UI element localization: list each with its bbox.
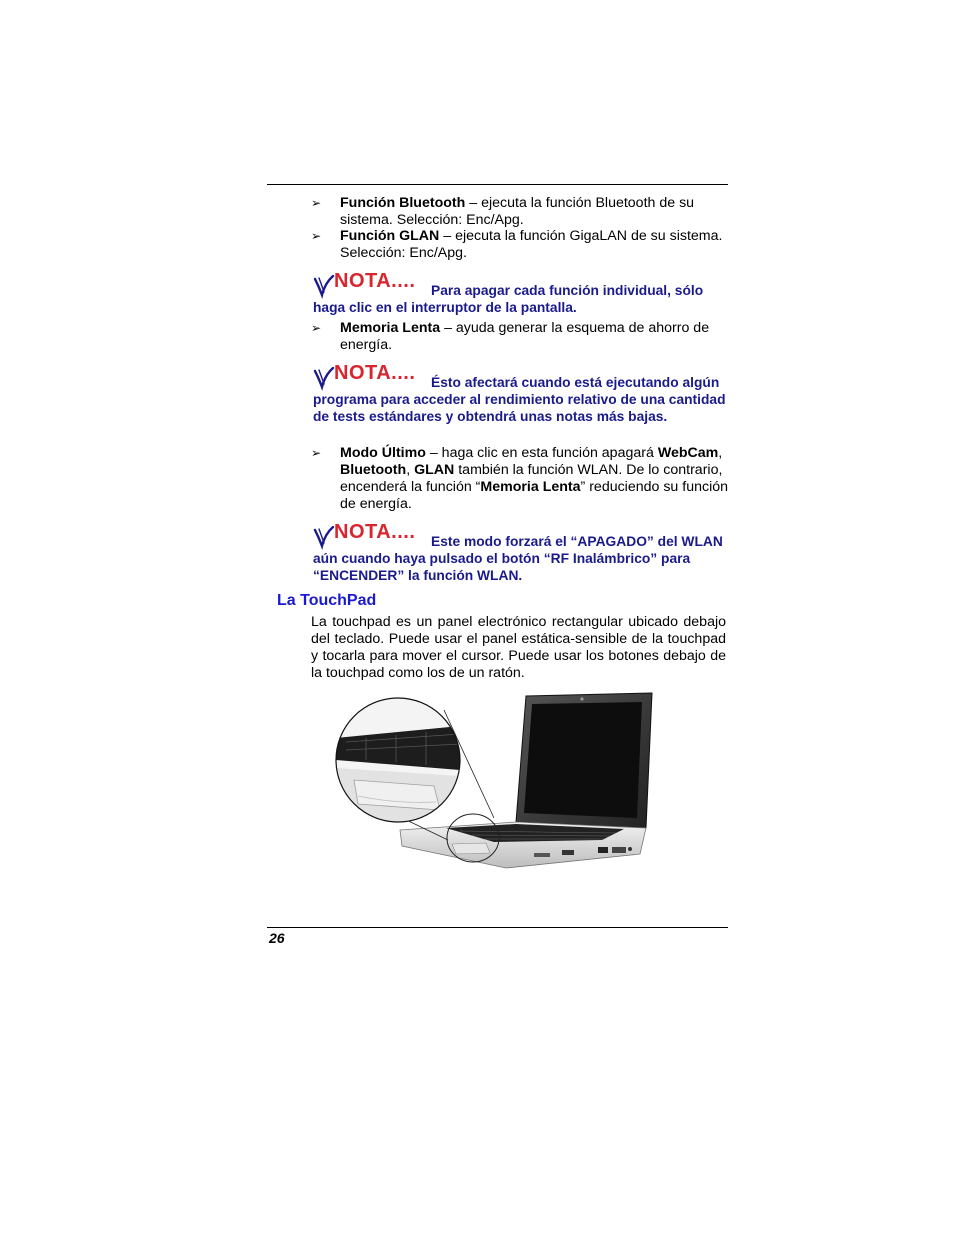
footer-rule xyxy=(267,927,728,928)
arrowhead-bullet-icon: ➢ xyxy=(311,446,322,460)
nota-badge xyxy=(313,270,425,299)
note-box xyxy=(313,521,728,584)
nota-label: NOTA.... xyxy=(334,362,416,384)
nota-badge xyxy=(313,521,425,550)
item-text: – ejecuta la función Bluetooth de su sistema. Selección: Enc/Apg. xyxy=(340,195,695,228)
arrowhead-bullet-icon: ➢ xyxy=(311,321,322,335)
list-item xyxy=(311,228,731,262)
item-text: , xyxy=(718,445,723,461)
header-rule xyxy=(267,184,728,185)
item-text: también la función WLAN. De lo contrario, encenderá la función “ xyxy=(340,462,723,495)
item-term-glan: GLAN xyxy=(414,462,455,478)
item-term: Memoria Lenta xyxy=(340,320,441,336)
list-item xyxy=(311,320,731,354)
item-term: Función GLAN xyxy=(340,228,440,244)
item-text: – ayuda generar la esquema de ahorro de energía. xyxy=(340,320,710,353)
item-term-webcam: WebCam xyxy=(657,445,719,461)
arrowhead-bullet-icon: ➢ xyxy=(311,229,322,243)
section-paragraph: La touchpad es un panel electrónico rectangular ubicado debajo del teclado. Puede usar el panel estática-sensible de la touchpad y tocarla para mover el cursor. Puede usar los botones debajo de la touchpad como los de un ratón. xyxy=(311,614,726,681)
note-text: Ésto afectará cuando está ejecutando algún programa para acceder al rendimiento relativo de una cantidad de tests estándares y obtendrá unas notas más bajas. xyxy=(313,375,726,424)
note-text: Para apagar cada función individual, sólo haga clic en el interruptor de la pantalla. xyxy=(313,283,704,315)
nota-badge xyxy=(313,362,425,391)
item-text: ” reduciendo su función de energía. xyxy=(340,479,729,512)
laptop-touchpad-illustration xyxy=(334,690,654,880)
item-term-memoria: Memoria Lenta xyxy=(480,479,581,495)
note-text: Este modo forzará el “APAGADO” del WLAN aún cuando haya pulsado el botón “RF Inalámbrico” para “ENCENDER” la función WLAN. xyxy=(313,534,723,583)
item-term: Modo Último xyxy=(340,445,426,461)
item-term: Función Bluetooth xyxy=(340,195,466,211)
item-text: – haga clic en esta función apagará xyxy=(425,445,658,461)
list-item xyxy=(311,445,731,513)
note-box xyxy=(313,270,728,316)
nota-label: NOTA.... xyxy=(334,521,416,543)
list-item xyxy=(311,195,731,229)
arrowhead-bullet-icon: ➢ xyxy=(311,196,322,210)
note-box xyxy=(313,362,728,425)
page-number: 26 xyxy=(269,930,285,946)
section-heading: La TouchPad xyxy=(277,592,377,609)
item-term-bluetooth: Bluetooth xyxy=(340,462,407,478)
nota-label: NOTA.... xyxy=(334,270,416,292)
item-text: – ejecuta la función GigaLAN de su sistema. Selección: Enc/Apg. xyxy=(340,228,723,261)
item-text: , xyxy=(406,462,415,478)
